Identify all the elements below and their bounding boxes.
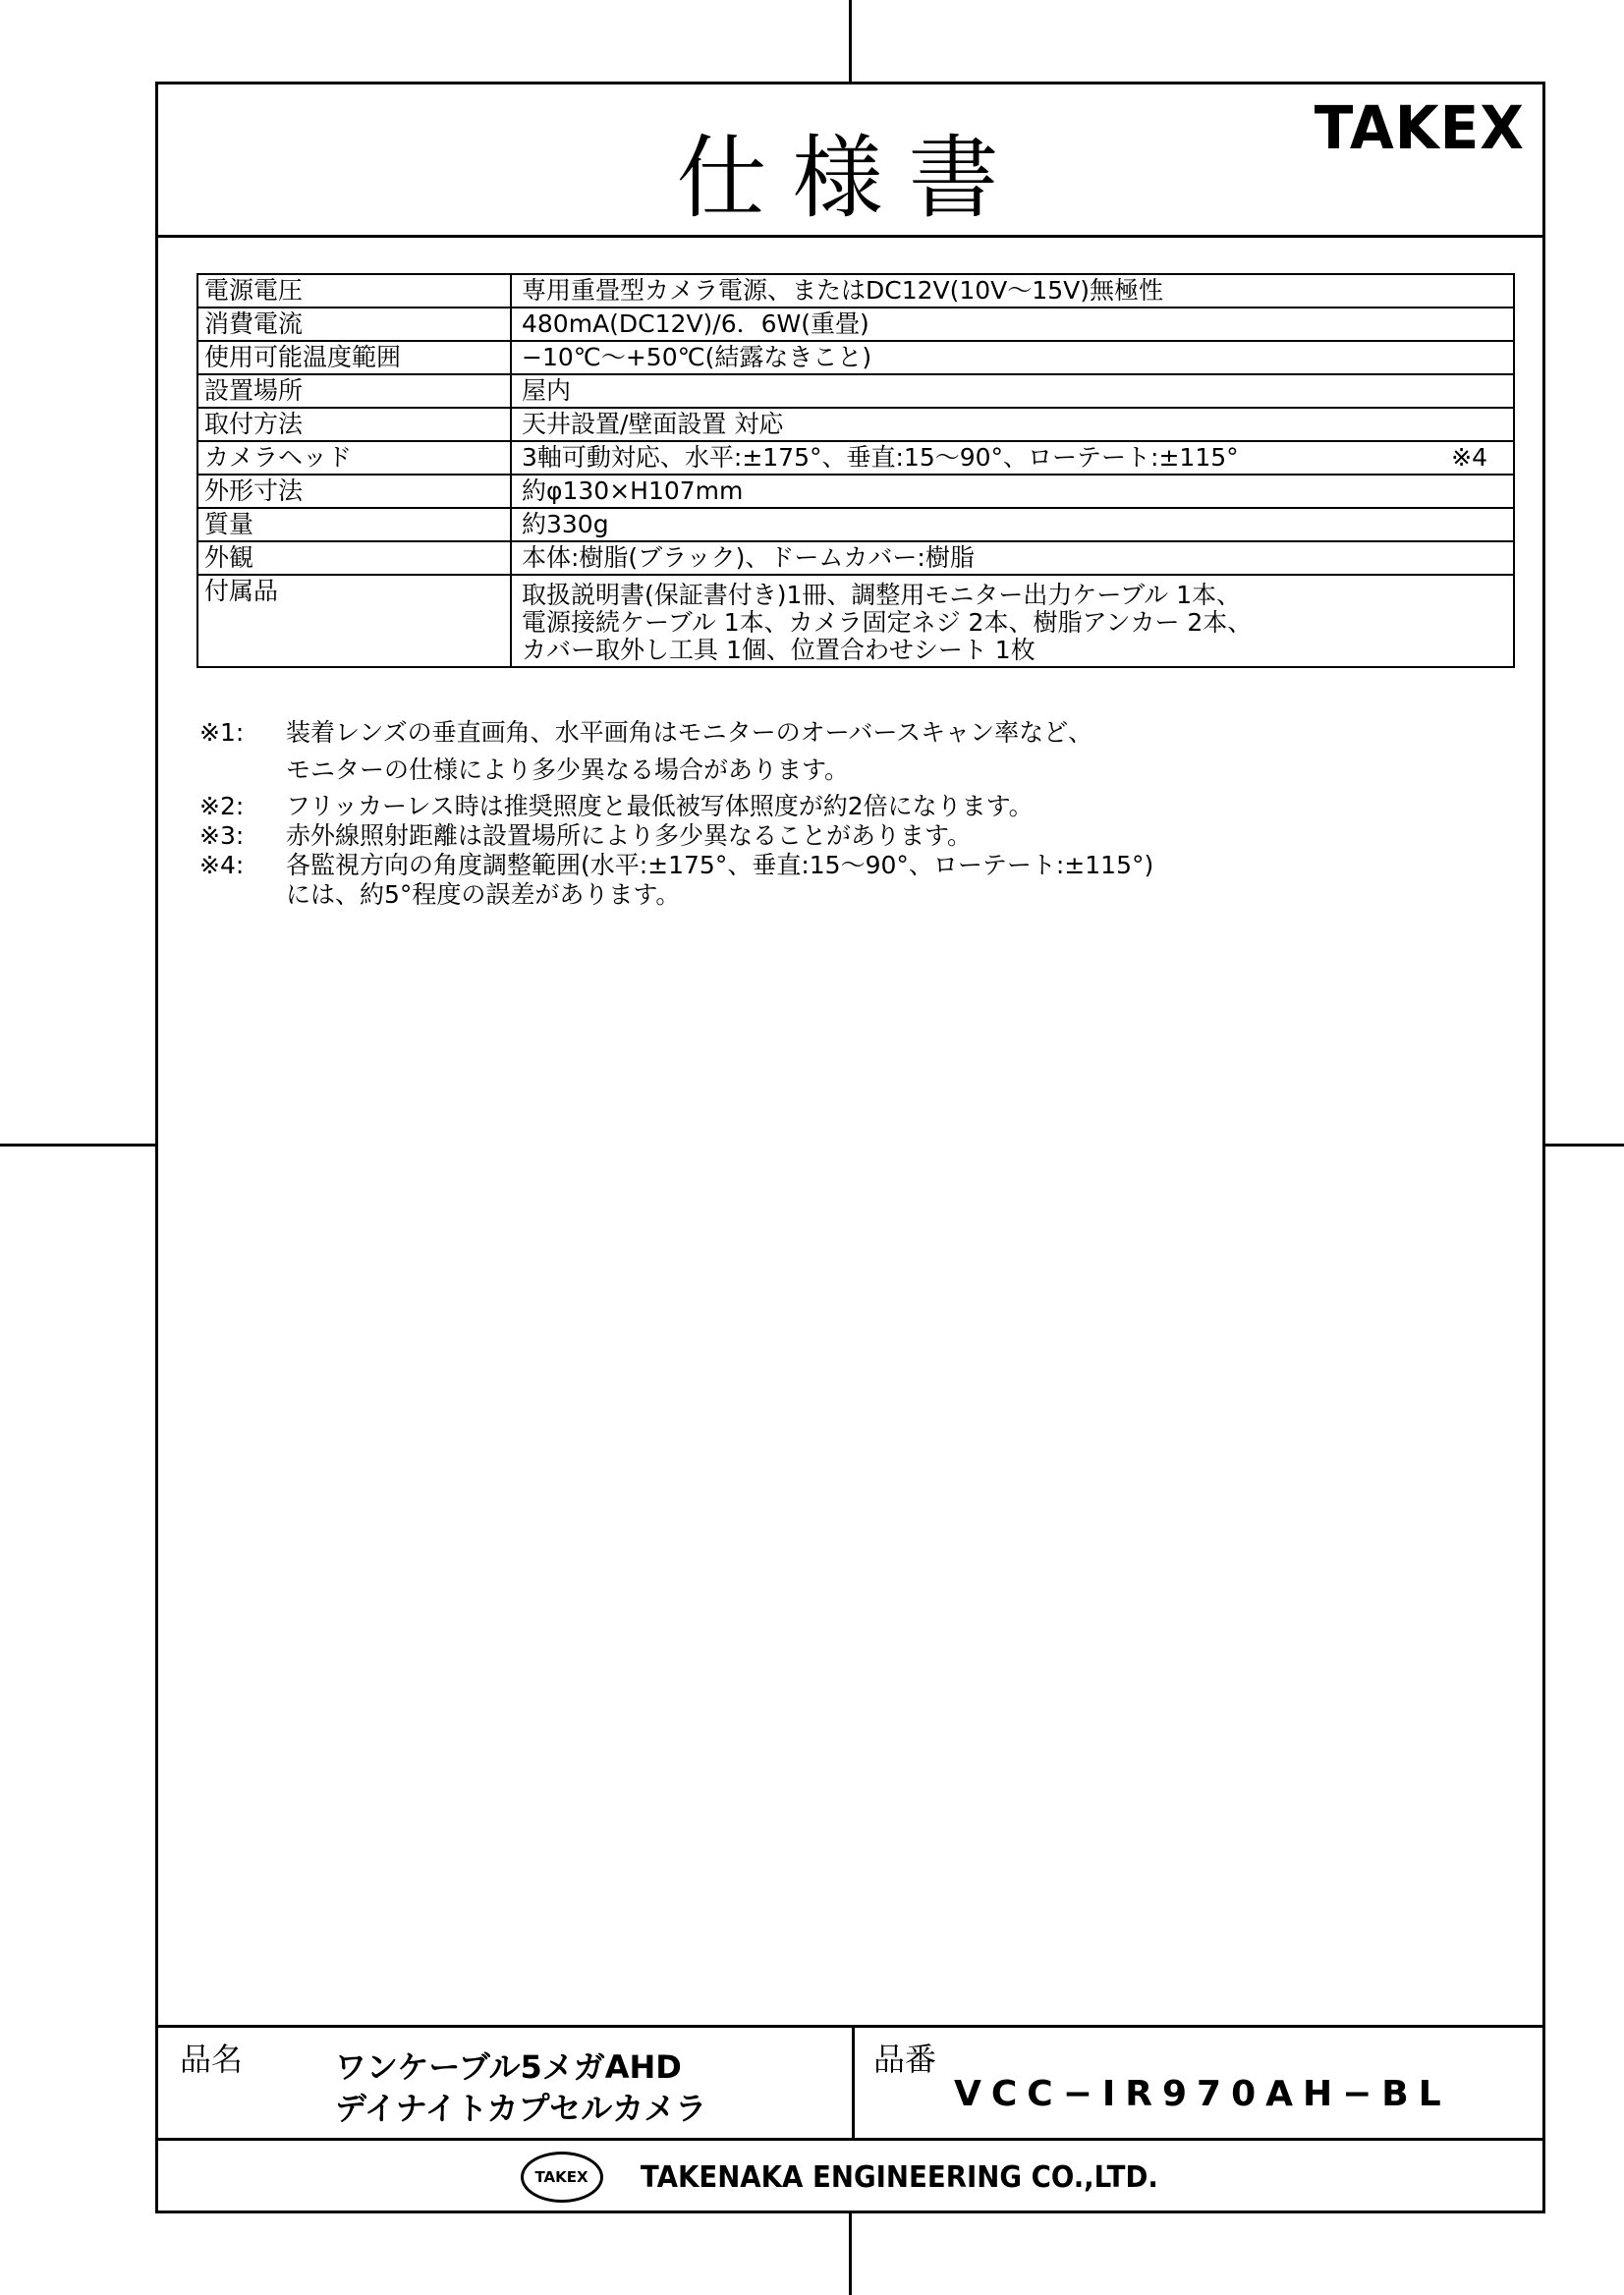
spec-value xyxy=(511,308,1514,341)
note-line xyxy=(199,821,1153,851)
spec-value xyxy=(511,274,1514,308)
spec-row xyxy=(197,374,1514,408)
spec-value-line: 電源接続ケーブル 1本、カメラ固定ネジ 2本、樹脂アンカー 2本、 xyxy=(522,608,1253,637)
spec-label: 電源電圧 xyxy=(197,274,511,308)
product-number-label: 品番 xyxy=(873,2041,937,2078)
spec-value xyxy=(511,341,1514,374)
note-mark: ※4: xyxy=(199,851,245,879)
spec-value xyxy=(511,441,1514,475)
spec-label: 付属品 xyxy=(197,575,511,667)
spec-row xyxy=(197,441,1514,475)
note-mark: ※2: xyxy=(199,792,245,820)
company-name: TAKENAKA ENGINEERING CO.,LTD. xyxy=(640,2159,1158,2195)
spec-row xyxy=(197,475,1514,508)
spec-row xyxy=(197,508,1514,541)
note-line xyxy=(199,792,1153,821)
spec-value-line: 取扱説明書(保証書付き)1冊、調整用モニター出力ケーブル 1本、 xyxy=(522,581,1242,609)
spec-value-text: 本体:樹脂(ブラック)、ドームカバー:樹脂 xyxy=(522,543,975,572)
spec-value xyxy=(511,575,1514,667)
note-mark xyxy=(199,880,286,910)
spec-label: 外観 xyxy=(197,541,511,575)
page-title: 仕様書 xyxy=(676,126,1025,231)
brand-logo: TAKEX xyxy=(1314,92,1525,163)
spec-label: 使用可能温度範囲 xyxy=(197,341,511,374)
spec-row xyxy=(197,341,1514,374)
spec-row xyxy=(197,308,1514,341)
takex-logo: TAKEX xyxy=(521,2152,603,2203)
spec-value-text: 専用重畳型カメラ電源、またはDC12V(10V〜15V)無極性 xyxy=(522,276,1163,305)
spec-label: 取付方法 xyxy=(197,408,511,441)
note-text: 赤外線照射距離は設置場所により多少異なることがあります。 xyxy=(286,821,973,850)
spec-value xyxy=(511,541,1514,575)
spec-value xyxy=(511,374,1514,408)
spec-label: 外形寸法 xyxy=(197,475,511,508)
spec-value xyxy=(511,475,1514,508)
note-mark: ※1: xyxy=(199,718,245,747)
product-info xyxy=(158,2025,1542,2138)
spec-row xyxy=(197,575,1514,667)
spec-note-ref: ※4 xyxy=(1451,443,1487,472)
note-line xyxy=(199,756,1153,785)
product-number: VCC−IR970AH−BL xyxy=(954,2074,1451,2114)
note-line xyxy=(199,718,1153,748)
crop-mark-left xyxy=(0,1144,155,1147)
note-text: には、約5°程度の誤差があります。 xyxy=(286,880,681,909)
product-name-line: デイナイトカプセルカメラ xyxy=(335,2090,707,2127)
crop-mark-top xyxy=(849,0,852,82)
note-text: 装着レンズの垂直画角、水平画角はモニターのオーバースキャン率など、 xyxy=(286,718,1093,747)
note-text: フリッカーレス時は推奨照度と最低被写体照度が約2倍になります。 xyxy=(286,792,1034,820)
footer xyxy=(158,2138,1542,2213)
document-frame xyxy=(155,82,1545,2213)
spec-row xyxy=(197,541,1514,575)
spec-label: 消費電流 xyxy=(197,308,511,341)
spec-value-text: 480mA(DC12V)/6．6W(重畳) xyxy=(522,309,869,338)
spec-row xyxy=(197,274,1514,308)
spec-label: カメラヘッド xyxy=(197,441,511,475)
note-text: モニターの仕様により多少異なる場合があります。 xyxy=(286,756,850,784)
note-mark xyxy=(199,756,286,785)
header-divider xyxy=(158,235,1542,238)
spec-value-text: 天井設置/壁面設置 対応 xyxy=(522,410,784,438)
spec-value-text: 約330g xyxy=(522,510,609,538)
spec-value-text: −10℃〜+50℃(結露なきこと) xyxy=(522,343,872,371)
spec-label: 設置場所 xyxy=(197,374,511,408)
spec-value-line: カバー取外し工具 1個、位置合わせシート 1枚 xyxy=(522,636,1036,664)
notes xyxy=(199,718,1153,910)
spec-row xyxy=(197,408,1514,441)
note-line xyxy=(199,880,1153,910)
product-name-line: ワンケーブル5メガAHD xyxy=(335,2048,682,2086)
spec-value-text: 3軸可動対応、水平:±175°、垂直:15〜90°、ローテート:±115° xyxy=(522,443,1239,472)
note-mark: ※3: xyxy=(199,821,245,850)
crop-mark-bottom xyxy=(849,2213,852,2295)
note-line xyxy=(199,851,1153,880)
crop-mark-right xyxy=(1545,1144,1624,1147)
note-text: 各監視方向の角度調整範囲(水平:±175°、垂直:15〜90°、ローテート:±115°) xyxy=(286,851,1154,879)
product-name-label: 品名 xyxy=(180,2041,244,2078)
product-info-divider xyxy=(852,2025,855,2138)
spec-label: 質量 xyxy=(197,508,511,541)
spec-table xyxy=(196,273,1515,668)
product-name xyxy=(335,2046,706,2129)
spec-value xyxy=(511,508,1514,541)
spec-value-text: 屋内 xyxy=(522,376,572,405)
spec-value xyxy=(511,408,1514,441)
spec-value-text: 約φ130×H107mm xyxy=(522,476,744,505)
